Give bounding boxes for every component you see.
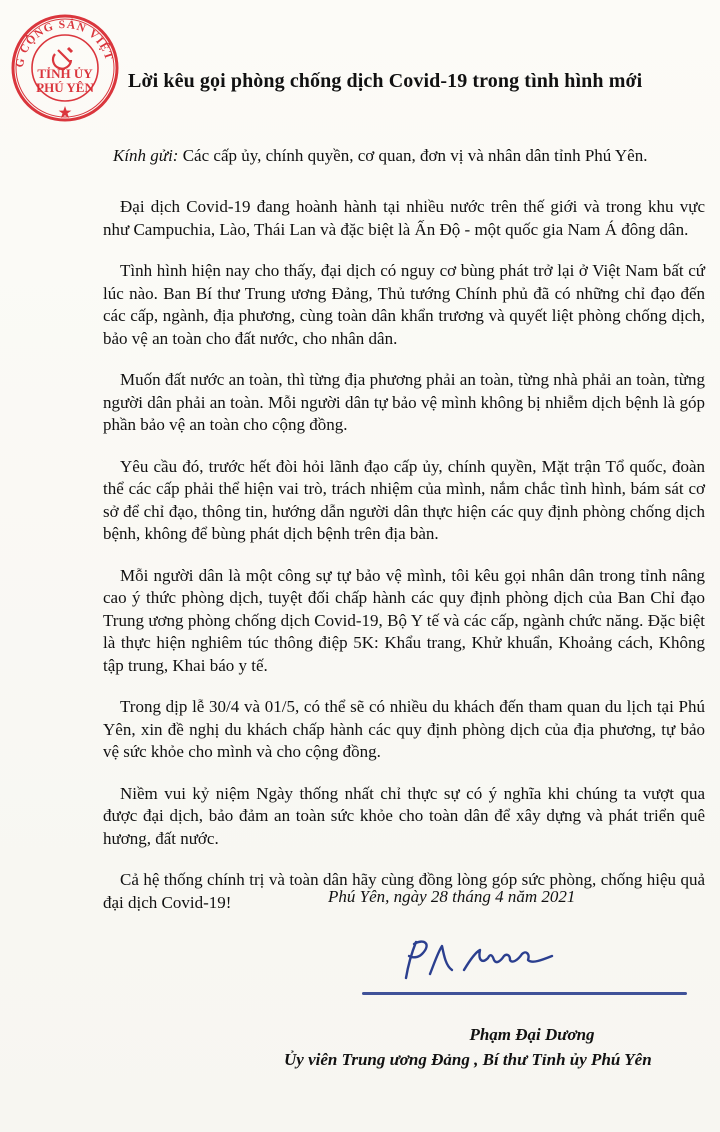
seal-arc-text: G CỘNG SẢN VIỆT bbox=[13, 18, 115, 69]
paragraph: Cả hệ thống chính trị và toàn dân hãy cùng đồng lòng góp sức phòng, chống hiệu quả đại dịch Covid-19! bbox=[103, 870, 705, 912]
paragraph: Muốn đất nước an toàn, thì từng địa phương phải an toàn, từng nhà phải an toàn, từng người dân phải an toàn. Mỗi người dân tự bảo vệ mình không bị nhiễm dịch bệnh là góp phần bảo vệ an toàn cho cộng đồng. bbox=[103, 370, 705, 434]
signer-title: Ủy viên Trung ương Đảng , Bí thư Tỉnh ủy Phú Yên bbox=[284, 1050, 652, 1069]
signature-graphic bbox=[392, 930, 572, 990]
paragraph: Yêu cầu đó, trước hết đòi hỏi lãnh đạo cấp ủy, chính quyền, Mặt trận Tổ quốc, đoàn thể các cấp phải thể hiện vai trò, trách nhiệm của mình, nắm chắc tình hình, bám sát cơ sở để chỉ đạo, thông tin, hướng dẫn người dân thực hiện các quy định phòng chống dịch bệnh, không để bùng phát dịch bệnh trên địa bàn. bbox=[103, 456, 705, 543]
paragraph: Niềm vui kỷ niệm Ngày thống nhất chỉ thực sự có ý nghĩa khi chúng ta vượt qua được đại dịch, bảo đảm an toàn sức khỏe cho toàn dân để xây dựng và phát triển quê hương, đất nước. bbox=[103, 783, 705, 848]
seal-star-icon bbox=[59, 106, 72, 118]
document-title: Lời kêu gọi phòng chống dịch Covid-19 trong tình hình mới bbox=[128, 70, 643, 92]
paragraph: Tình hình hiện nay cho thấy, đại dịch có nguy cơ bùng phát trở lại ở Việt Nam bất cứ lúc nào. Ban Bí thư Trung ương Đảng, Thủ tướng Chính phủ đã có những chỉ đạo đến các cấp, ngành, địa phương, cùng toàn dân khẩn trương và quyết liệt phòng chống dịch, bảo vệ an toàn cho đất nước, cho nhân dân. bbox=[103, 261, 705, 348]
date-line: Phú Yên, ngày 28 tháng 4 năm 2021 bbox=[328, 887, 576, 906]
signature-underline bbox=[362, 992, 687, 995]
signer-name: Phạm Đại Dương bbox=[469, 1025, 595, 1044]
salutation bbox=[113, 146, 713, 166]
seal-line-2: PHÚ YÊN bbox=[36, 80, 94, 95]
seal-line-1: TỈNH ỦY bbox=[37, 66, 93, 81]
party-seal-stamp bbox=[9, 12, 121, 124]
paragraph: Mỗi người dân là một công sự tự bảo vệ mình, tôi kêu gọi nhân dân trong tỉnh nâng cao ý thức phòng dịch, tuyệt đối chấp hành các quy định phòng dịch của Ban Chỉ đạo Trung ương phòng chống dịch Covid-19, Bộ Y tế và các cấp, ngành chức năng. Đặc biệt là thực hiện nghiêm túc thông điệp 5K: Khẩu trang, Khử khuẩn, Khoảng cách, Không tập trung, Khai báo y tế. bbox=[103, 565, 705, 675]
seal-graphic bbox=[9, 12, 121, 124]
salutation-recipients: Các cấp ủy, chính quyền, cơ quan, đơn vị và nhân dân tỉnh Phú Yên. bbox=[178, 146, 648, 165]
document-body bbox=[103, 196, 705, 933]
paragraph: Đại dịch Covid-19 đang hoành hành tại nhiều nước trên thế giới và trong khu vực như Campuchia, Lào, Thái Lan và đặc biệt là Ấn Độ - một quốc gia Nam Á đông dân. bbox=[103, 197, 705, 239]
handwritten-signature bbox=[392, 930, 572, 990]
salutation-lead: Kính gửi: bbox=[113, 146, 179, 165]
paragraph: Trong dịp lễ 30/4 và 01/5, có thể sẽ có nhiều du khách đến tham quan du lịch tại Phú Yên, xin đề nghị du khách chấp hành các quy định phòng dịch của địa phương, tự bảo vệ sức khỏe cho mình và cho cộng đồng. bbox=[103, 697, 705, 761]
